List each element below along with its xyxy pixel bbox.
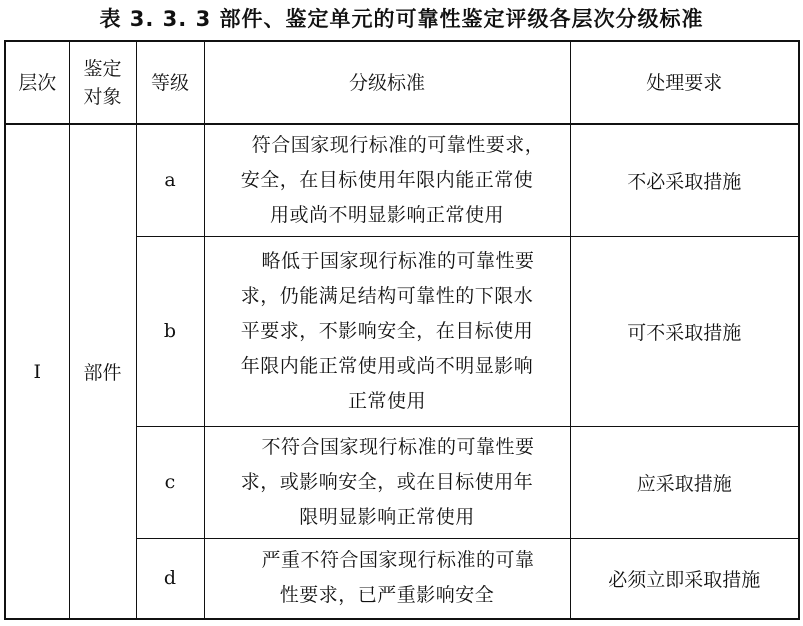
criteria-cell — [204, 426, 570, 538]
object-cell: 部件 — [69, 124, 136, 619]
criteria-line: 严重不符合国家现行标准的可靠 — [261, 549, 535, 572]
header-row — [5, 41, 799, 124]
requirement-cell: 必须立即采取措施 — [570, 538, 799, 619]
header-level: 层次 — [5, 41, 69, 124]
criteria-line: 年限内能正常使用或尚不明显影响 — [240, 354, 534, 377]
grading-standard-table — [4, 40, 800, 620]
criteria-line: 性要求，已严重影响安全 — [279, 584, 495, 607]
criteria-cell — [204, 236, 570, 426]
grade-cell: c — [136, 426, 204, 538]
header-requirement: 处理要求 — [570, 41, 799, 124]
level-cell: Ⅰ — [5, 124, 69, 619]
grade-cell: d — [136, 538, 204, 619]
criteria-line: 不符合国家现行标准的可靠性要 — [261, 435, 535, 458]
header-object-line1: 鉴定 — [83, 57, 122, 80]
criteria-line: 限明显影响正常使用 — [299, 505, 475, 528]
header-object-line2: 对象 — [83, 85, 122, 108]
requirement-cell: 应采取措施 — [570, 426, 799, 538]
criteria-line: 符合国家现行标准的可靠性要求， — [251, 133, 545, 156]
requirement-cell: 不必采取措施 — [570, 124, 799, 236]
criteria-line: 求，或影响安全，或在目标使用年 — [240, 470, 534, 493]
criteria-line: 用或尚不明显影响正常使用 — [269, 203, 504, 226]
header-criteria: 分级标准 — [204, 41, 570, 124]
header-object — [69, 41, 136, 124]
criteria-cell — [204, 538, 570, 619]
criteria-line: 求，仍能满足结构可靠性的下限水 — [240, 284, 534, 307]
criteria-line: 略低于国家现行标准的可靠性要 — [261, 249, 535, 272]
criteria-line: 平要求，不影响安全，在目标使用 — [240, 319, 534, 342]
header-grade: 等级 — [136, 41, 204, 124]
grade-cell: a — [136, 124, 204, 236]
table-title: 表 3. 3. 3 部件、鉴定单元的可靠性鉴定评级各层次分级标准 — [99, 7, 704, 31]
table-row — [5, 124, 799, 236]
criteria-line: 安全，在目标使用年限内能正常使 — [240, 168, 534, 191]
requirement-cell: 可不采取措施 — [570, 236, 799, 426]
criteria-cell — [204, 124, 570, 236]
grade-cell: b — [136, 236, 204, 426]
criteria-line: 正常使用 — [347, 389, 426, 412]
